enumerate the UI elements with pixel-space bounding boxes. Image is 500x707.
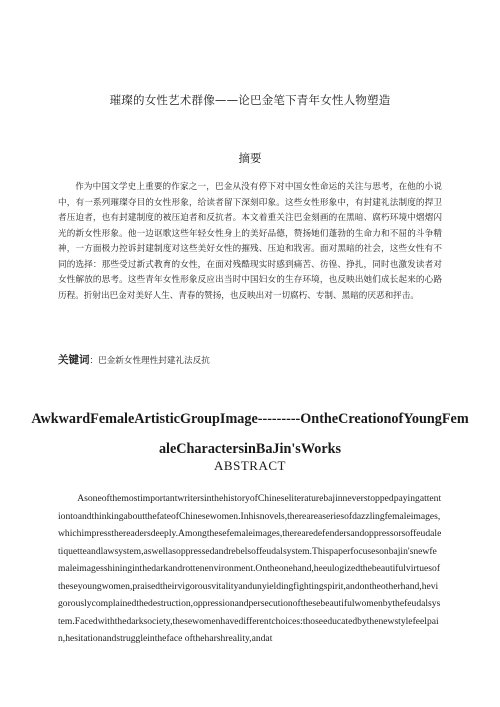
- document-title-en: AwkwardFemaleArtisticGroupImage---------OntheCreationofYoungFemaleCharactersinBaJin'sWorks: [31, 411, 469, 457]
- abstract-cn-text: 作为中国文学史上重要的作家之一，巴金从没有停下对中国女性命运的关注与思考，在他的小说中，有一系列璀璨夺目的女性形象，给读者留下深刻印象。这些女性形象中，有封建礼法制度的捍卫者压迫者，也有封建制度的被压迫者和反抗者。本文着重关注巴金刻画的在黑暗、腐朽环境中熠熠闪光的新女性形象。他一边讴歌这些年轻女性身上的美好品德，赞扬她们蓬勃的生命力和不屈的斗争精神，一方面极力控诉封建制度对这些美好女性的摧残、压迫和戕害。面对黑暗的社会，这些女性有不同的选择：那些受过新式教育的女性，在面对残酷现实时感到痛苦、彷徨、挣扎，同时也激发读者对女性解放的思考。这些青年女性形象反应出当时中国妇女的生存环境，也反映出她们成长起来的心路历程。折射出巴金对美好人生、青春的赞扬，也反映出对一切腐朽、专制、黑暗的厌恶和抨击。: [58, 182, 442, 301]
- keywords-line: [58, 352, 442, 367]
- keywords-text: ：巴金新女性理性封建礼法反抗: [89, 356, 210, 366]
- abstract-en-heading: ABSTRACT: [214, 458, 286, 473]
- abstract-cn-heading: 摘要: [238, 151, 262, 165]
- abstract-en-text: AsoneofthemostimportantwritersinthehistoryofChineseliteraturebajinneverstoppedpayingattentiontoandthinkingaboutthefateofChinesewomen.Inhisnovels,thereareaseriesofdazzlingfemaleimages,whichimpressthereadersdeeply.Amongthesefemaleimages,therearedefendersandoppressorsoffeudaletiquetteandlawsystem,aswellasoppressedandrebelsoffeudalsystem.Thispaperfocusesonbajin'snewfemaleimagesshininginthedarkandrottenenvironment.Ontheonehand,heeulogizedthebeautifulvirtuesoftheseyoungwomen,praisedtheirvigorousvitalityandunyieldingfightingspirit,andontheotherhand,hevigorouslycomplainedthedestruction,oppressionandpersecutionofthesebeautifulwomenbythefeudalsystem.Facedwiththedarksociety,thesewomenhavedifferentchoices:thoseeducatedbythenewstylefeelpain,hesitationandstruggleintheface oftheharshreality,andat: [58, 493, 442, 644]
- keywords-label: 关键词: [58, 354, 90, 366]
- document-title-cn: 璀璨的女性艺术群像——论巴金笔下青年女性人物塑造: [109, 93, 391, 107]
